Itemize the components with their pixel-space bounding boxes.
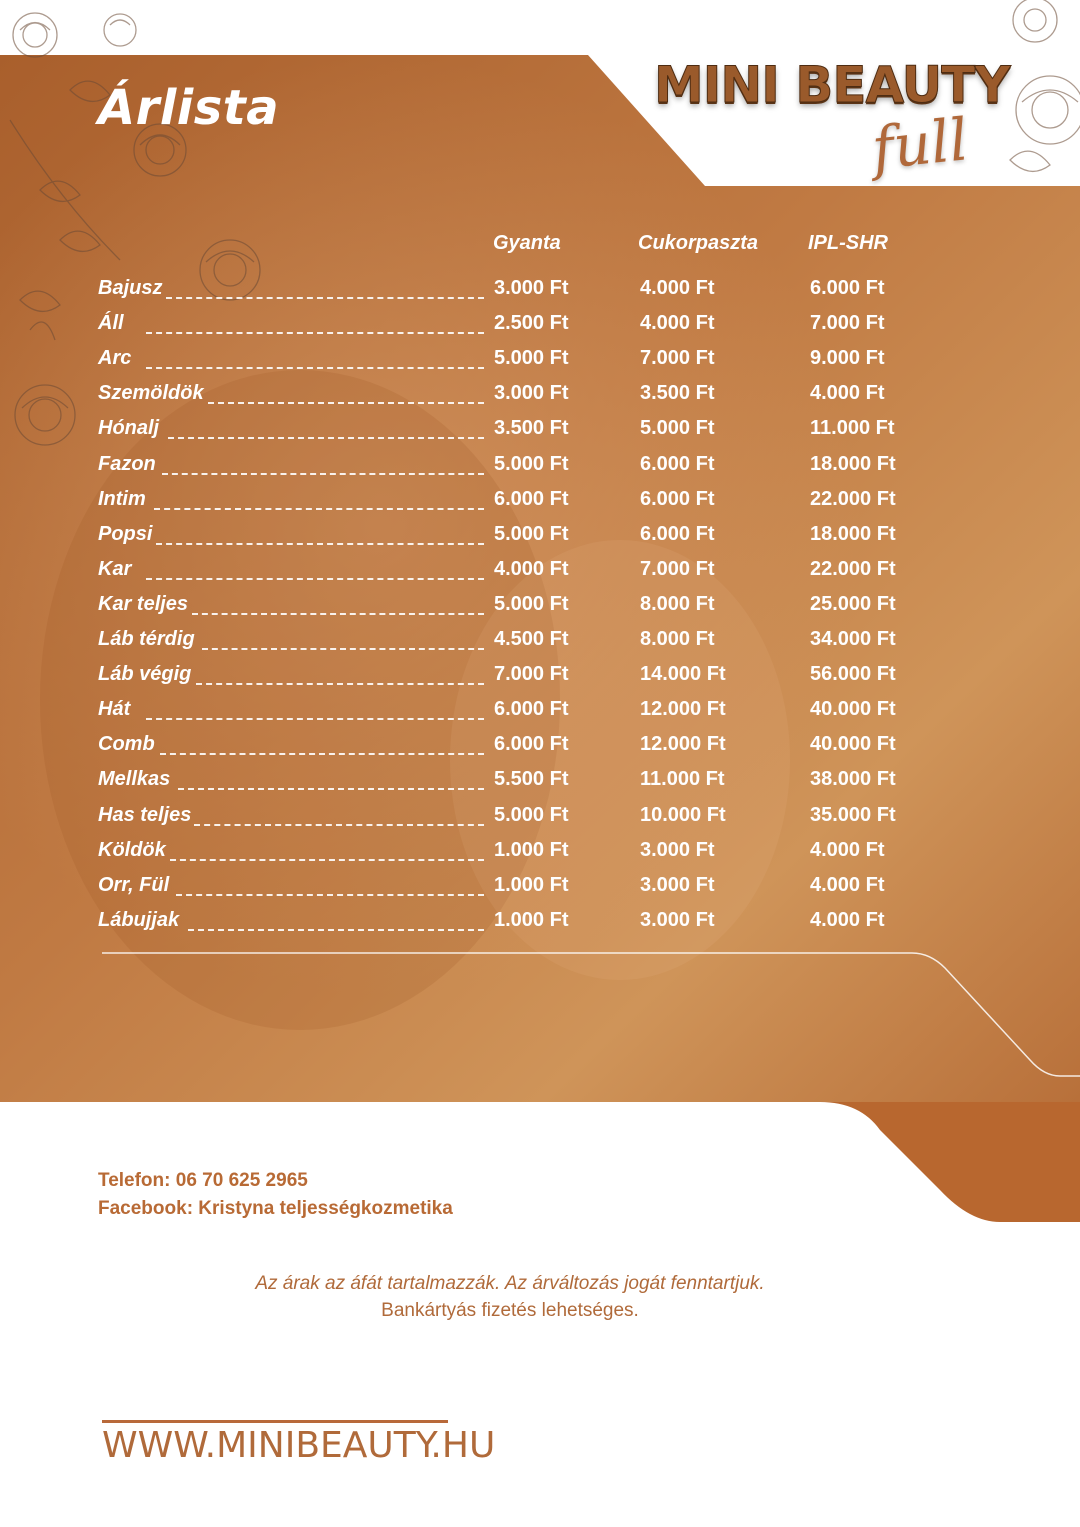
page-title: Árlista (98, 80, 280, 136)
price-row (98, 839, 918, 871)
price-row (98, 453, 918, 485)
card-payment-note: Bankártyás fizetés lehetséges. (381, 1300, 639, 1321)
service-name: Láb térdig (98, 628, 195, 650)
price-ipl: 56.000 Ft (810, 663, 896, 686)
price-gyanta: 3.000 Ft (494, 277, 569, 299)
price-cukorpaszta: 12.000 Ft (640, 733, 726, 756)
price-ipl: 4.000 Ft (810, 838, 885, 861)
dotted-leader (146, 332, 484, 334)
price-row (98, 768, 918, 800)
price-ipl: 11.000 Ft (810, 417, 895, 440)
service-name: Lábujjak (98, 908, 180, 931)
price-ipl: 18.000 Ft (810, 522, 896, 545)
price-gyanta: 5.500 Ft (494, 768, 569, 791)
price-ipl: 4.000 Ft (810, 382, 885, 405)
price-ipl: 25.000 Ft (810, 592, 896, 615)
price-ipl: 35.000 Ft (810, 803, 896, 826)
service-name: Szemöldök (98, 382, 204, 405)
column-header-ipl-shr: IPL-SHR (808, 232, 888, 254)
price-row (98, 698, 918, 730)
price-ipl: 6.000 Ft (810, 277, 885, 299)
contact-block (98, 1167, 453, 1223)
price-row (98, 312, 918, 344)
dotted-leader (192, 613, 484, 615)
dotted-leader (194, 824, 484, 826)
service-name: Has teljes (98, 803, 192, 826)
price-gyanta: 5.000 Ft (494, 592, 569, 615)
dotted-leader (170, 859, 484, 861)
service-name: Fazon (98, 452, 156, 475)
price-cukorpaszta: 4.000 Ft (640, 277, 715, 299)
price-row (98, 733, 918, 765)
price-row (98, 663, 918, 695)
price-gyanta: 6.000 Ft (494, 733, 569, 756)
price-gyanta: 7.000 Ft (494, 663, 569, 686)
dotted-leader (154, 508, 484, 510)
price-row (98, 277, 918, 309)
price-gyanta: 4.500 Ft (494, 628, 569, 650)
logo-script-text: full (868, 105, 972, 183)
price-gyanta: 3.500 Ft (494, 417, 569, 440)
price-row (98, 628, 918, 660)
dotted-leader (166, 297, 484, 299)
price-gyanta: 5.000 Ft (494, 347, 569, 370)
price-ipl: 9.000 Ft (810, 347, 885, 370)
price-cukorpaszta: 6.000 Ft (640, 452, 715, 475)
service-name: Bajusz (98, 277, 163, 299)
price-row (98, 874, 918, 906)
price-gyanta: 1.000 Ft (494, 908, 569, 931)
price-ipl: 40.000 Ft (810, 698, 896, 721)
dotted-leader (178, 788, 484, 790)
price-ipl: 4.000 Ft (810, 908, 885, 931)
price-cukorpaszta: 11.000 Ft (640, 768, 725, 791)
facebook-text: Facebook: Kristyna teljességkozmetika (98, 1198, 453, 1219)
price-cukorpaszta: 7.000 Ft (640, 557, 715, 580)
dotted-leader (146, 367, 484, 369)
service-name: Orr, Fül (98, 873, 170, 896)
service-name: Köldök (98, 838, 166, 861)
dotted-leader (146, 578, 484, 580)
service-name: Hónalj (98, 417, 160, 440)
price-gyanta: 6.000 Ft (494, 698, 569, 721)
dotted-leader (168, 437, 484, 439)
price-gyanta: 4.000 Ft (494, 557, 569, 580)
service-name: Intim (98, 487, 146, 510)
price-ipl: 22.000 Ft (810, 487, 896, 510)
logo-main-text: MINI BEAUTY (654, 56, 1010, 114)
service-name: Áll (98, 312, 124, 335)
service-name: Láb végig (98, 663, 192, 686)
price-cukorpaszta: 8.000 Ft (640, 628, 715, 650)
service-name: Comb (98, 733, 155, 756)
price-row (98, 417, 918, 449)
service-name: Arc (98, 347, 132, 370)
dotted-leader (162, 473, 484, 475)
price-cukorpaszta: 12.000 Ft (640, 698, 726, 721)
dotted-leader (202, 648, 484, 650)
price-cukorpaszta: 10.000 Ft (640, 803, 726, 826)
dotted-leader (188, 929, 484, 931)
price-row (98, 909, 918, 941)
price-ipl: 34.000 Ft (810, 628, 896, 650)
price-gyanta: 6.000 Ft (494, 487, 569, 510)
price-cukorpaszta: 3.000 Ft (640, 838, 715, 861)
price-ipl: 40.000 Ft (810, 733, 896, 756)
phone-text: Telefon: 06 70 625 2965 (98, 1170, 308, 1191)
price-ipl: 22.000 Ft (810, 557, 896, 580)
dotted-leader (208, 402, 484, 404)
column-header-cukorpaszta: Cukorpaszta (638, 232, 759, 254)
price-ipl: 18.000 Ft (810, 452, 896, 475)
price-ipl: 7.000 Ft (810, 312, 885, 335)
price-cukorpaszta: 6.000 Ft (640, 487, 715, 510)
service-name: Popsi (98, 522, 153, 545)
price-gyanta: 2.500 Ft (494, 312, 569, 335)
price-cukorpaszta: 3.000 Ft (640, 873, 715, 896)
column-header-gyanta: Gyanta (493, 232, 561, 254)
price-cukorpaszta: 8.000 Ft (640, 592, 715, 615)
brand-logo (640, 50, 1020, 190)
price-gyanta: 1.000 Ft (494, 838, 569, 861)
price-gyanta: 3.000 Ft (494, 382, 569, 405)
price-row (98, 382, 918, 414)
price-gyanta: 5.000 Ft (494, 803, 569, 826)
price-ipl: 38.000 Ft (810, 768, 896, 791)
dotted-leader (196, 683, 484, 685)
price-row (98, 593, 918, 625)
price-row (98, 488, 918, 520)
price-cukorpaszta: 14.000 Ft (640, 663, 726, 686)
price-row (98, 523, 918, 555)
price-cukorpaszta: 3.500 Ft (640, 382, 715, 405)
service-name: Kar teljes (98, 592, 189, 615)
price-cukorpaszta: 5.000 Ft (640, 417, 715, 440)
price-gyanta: 5.000 Ft (494, 522, 569, 545)
service-name: Hát (98, 698, 131, 721)
dotted-leader (146, 718, 484, 720)
dotted-leader (160, 753, 484, 755)
price-gyanta: 5.000 Ft (494, 452, 569, 475)
price-cukorpaszta: 6.000 Ft (640, 522, 715, 545)
price-row (98, 347, 918, 379)
website-link[interactable]: WWW.MINIBEAUTY.HU (102, 1425, 496, 1466)
service-name: Mellkas (98, 768, 171, 791)
website-rule (102, 1420, 448, 1423)
dotted-leader (176, 894, 484, 896)
vat-note: Az árak az áfát tartalmazzák. Az árváltozás jogát fenntartjuk. (255, 1273, 765, 1294)
price-row (98, 804, 918, 836)
service-name: Kar (98, 557, 132, 580)
price-cukorpaszta: 7.000 Ft (640, 347, 715, 370)
dotted-leader (156, 543, 484, 545)
price-cukorpaszta: 4.000 Ft (640, 312, 715, 335)
price-gyanta: 1.000 Ft (494, 873, 569, 896)
price-row (98, 558, 918, 590)
price-cukorpaszta: 3.000 Ft (640, 908, 715, 931)
price-ipl: 4.000 Ft (810, 873, 885, 896)
